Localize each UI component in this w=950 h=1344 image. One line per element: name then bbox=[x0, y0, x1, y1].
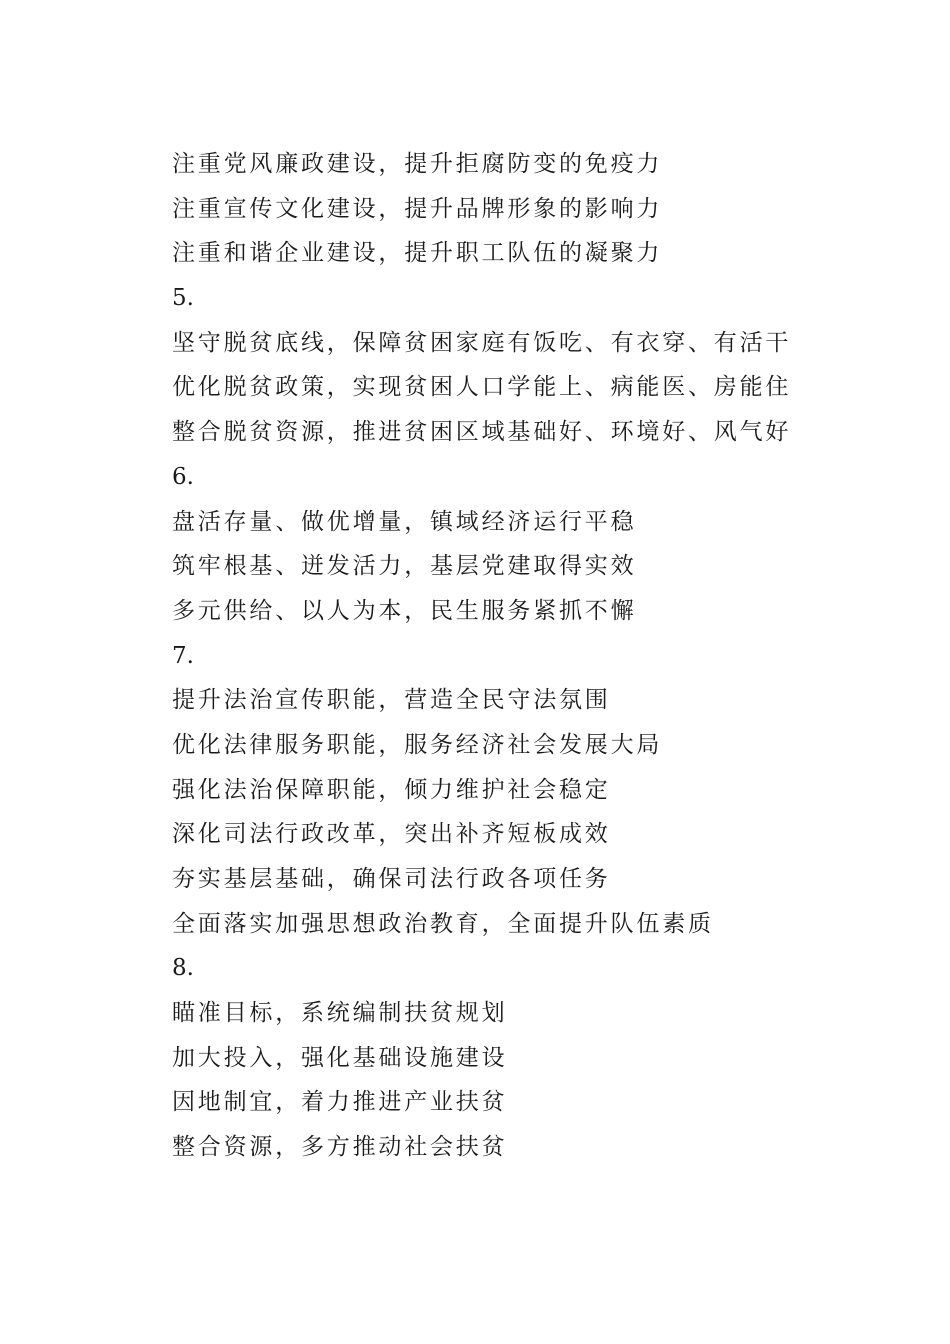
text-line: 注重宣传文化建设，提升品牌形象的影响力 bbox=[172, 195, 663, 222]
text-line: 优化脱贫政策，实现贫困人口学能上、病能医、房能住 bbox=[172, 374, 792, 401]
text-line: 优化法律服务职能，服务经济社会发展大局 bbox=[172, 731, 663, 758]
text-line: 筑牢根基、迸发活力，基层党建取得实效 bbox=[172, 553, 637, 580]
section-number: 8. bbox=[172, 955, 194, 982]
text-line: 因地制宜，着力推进产业扶贫 bbox=[172, 1089, 508, 1116]
text-line: 深化司法行政改革，突出补齐短板成效 bbox=[172, 821, 611, 848]
text-line: 提升法治宣传职能，营造全民守法氛围 bbox=[172, 687, 611, 714]
text-line: 强化法治保障职能，倾力维护社会稳定 bbox=[172, 776, 611, 803]
section-number: 7. bbox=[172, 642, 194, 669]
text-line: 整合脱贫资源，推进贫困区域基础好、环境好、风气好 bbox=[172, 419, 792, 446]
text-line: 全面落实加强思想政治教育，全面提升队伍素质 bbox=[172, 910, 714, 937]
section-number: 6. bbox=[172, 463, 194, 490]
text-line: 坚守脱贫底线，保障贫困家庭有饭吃、有衣穿、有活干 bbox=[172, 329, 792, 356]
section-number: 5. bbox=[172, 285, 194, 312]
text-line: 多元供给、以人为本，民生服务紧抓不懈 bbox=[172, 597, 637, 624]
text-line: 注重和谐企业建设，提升职工队伍的凝聚力 bbox=[172, 240, 663, 267]
text-line: 整合资源，多方推动社会扶贫 bbox=[172, 1134, 508, 1161]
text-line: 注重党风廉政建设，提升拒腐防变的免疫力 bbox=[172, 151, 663, 177]
text-line: 盘活存量、做优增量，镇域经济运行平稳 bbox=[172, 508, 637, 535]
document-body bbox=[172, 142, 872, 1170]
text-line: 瞄准目标，系统编制扶贫规划 bbox=[172, 1000, 508, 1027]
text-line: 加大投入，强化基础设施建设 bbox=[172, 1044, 508, 1071]
text-line: 夯实基层基础，确保司法行政各项任务 bbox=[172, 866, 611, 892]
